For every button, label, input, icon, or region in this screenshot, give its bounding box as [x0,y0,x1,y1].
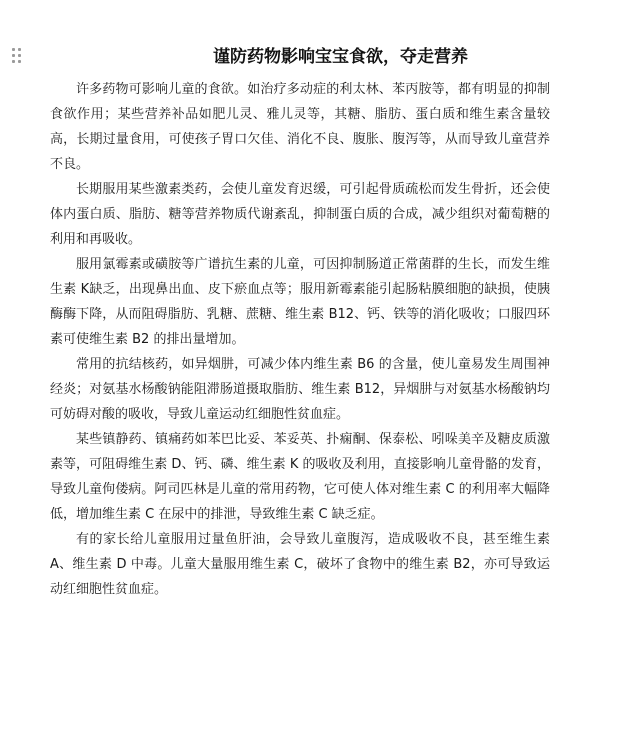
paragraph: 常用的抗结核药，如异烟肼，可减少体内维生素 B6 的含量，使儿童易发生周围神经炎；对氨基水杨酸钠能阻滞肠道摄取脂肪、维生素 B12，异烟肼与对氨基水杨酸钠均可妨碍对酸的吸收，导致儿童运动红细胞性贫血症。 [50,357,550,422]
paragraph: 某些镇静药、镇痛药如苯巴比妥、苯妥英、扑痫酮、保泰松、吲哚美辛及糖皮质激素等，可阻碍维生素 D、钙、磷、维生素 K 的吸收及利用，直接影响儿童骨骼的发育，导致儿童佝偻病。阿司匹林是儿童的常用药物，它可使人体对维生素 C 的利用率大幅降低，增加维生素 C 在尿中的排泄，导致维生素 C 缺乏症。 [50,432,550,522]
paragraph: 服用氯霉素或磺胺等广谱抗生素的儿童，可因抑制肠道正常菌群的生长，而发生维生素 K缺乏，出现鼻出血、皮下瘀血点等；服用新霉素能引起肠粘膜细胞的缺损，使胰酶酶下降，从而阻碍脂肪、乳糖、蔗糖、维生素 B12、钙、铁等的消化吸收；口服四环素可使维生素 B2 的排出量增加。 [50,257,550,347]
document-body [50,77,550,602]
paragraph: 有的家长给儿童服用过量鱼肝油，会导致儿童腹泻，造成吸收不良，甚至维生素 A、维生素 D 中毒。儿童大量服用维生素 C，破坏了食物中的维生素 B2，亦可导致运动红细胞性贫血症。 [50,532,550,597]
document-title: 谨防药物影响宝宝食欲，夺走营养 [213,47,468,67]
drag-handle-icon[interactable] [12,48,24,64]
paragraph: 长期服用某些激素类药，会使儿童发育迟缓，可引起骨质疏松而发生骨折，还会使体内蛋白质、脂肪、糖等营养物质代谢紊乱，抑制蛋白质的合成，减少组织对葡萄糖的利用和再吸收。 [50,182,550,247]
paragraph: 许多药物可影响儿童的食欲。如治疗多动症的利太林、苯丙胺等，都有明显的抑制食欲作用；某些营养补品如肥儿灵、雅儿灵等，其糖、脂肪、蛋白质和维生素含量较高，长期过量食用，可使孩子胃口欠佳、消化不良、腹胀、腹泻等，从而导致儿童营养不良。 [50,82,550,172]
